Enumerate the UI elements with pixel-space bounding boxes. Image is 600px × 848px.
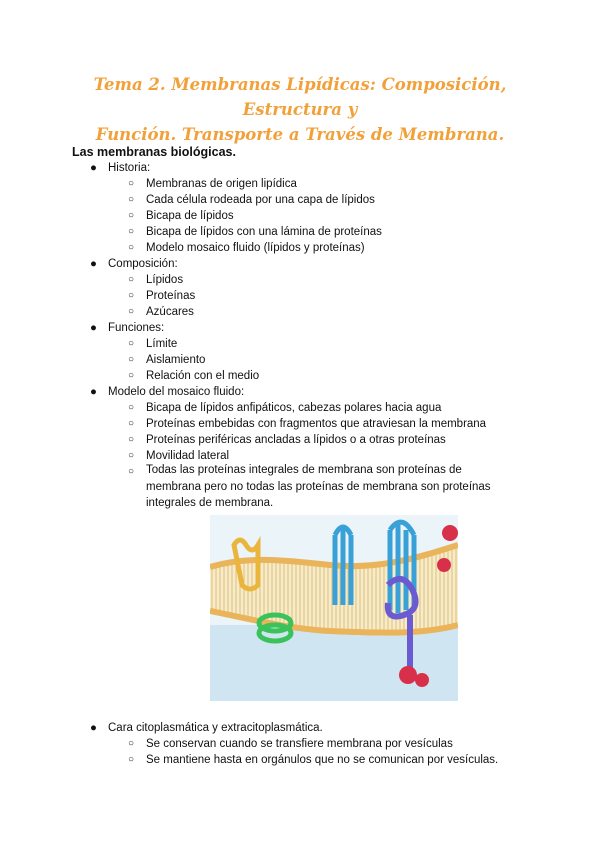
list-item: Bicapa de lípidos (146, 210, 234, 222)
list-item: Todas las proteínas integrales de membrana son proteínas de membrana pero no todas las proteínas de membrana son proteínas integrales de membrana. (146, 464, 491, 509)
list-item-composicion: Composición: (108, 258, 178, 270)
list-item: Se conservan cuando se transfiere membrana por vesículas (146, 738, 453, 750)
list-item: Movilidad lateral (146, 450, 230, 462)
document-title (60, 72, 540, 147)
bullet-level2: ○ (128, 738, 135, 749)
bullet-level2: ○ (128, 370, 135, 381)
bullet-level2: ○ (128, 274, 135, 285)
list-item: Bicapa de lípidos con una lámina de proteínas (146, 226, 382, 238)
list-item-cara: Cara citoplasmática y extracitoplasmática. (108, 722, 323, 734)
list-item: Límite (146, 338, 178, 350)
list-item: Membranas de origen lipídica (146, 178, 297, 190)
list-item: Proteínas (146, 290, 196, 302)
bullet-level1: ● (90, 258, 97, 270)
membrane-diagram (210, 515, 458, 701)
title-line-2: Función. Transporte a Través de Membrana. (95, 125, 505, 144)
bullet-level2: ○ (128, 226, 135, 237)
section-heading: Las membranas biológicas. (72, 145, 236, 159)
list-item: Aislamiento (146, 354, 206, 366)
bullet-level2: ○ (128, 450, 135, 461)
list-item: Lípidos (146, 274, 184, 286)
fluid-mosaic-illustration (210, 515, 458, 701)
bullet-level2: ○ (128, 418, 135, 429)
bullet-level2: ○ (128, 338, 135, 349)
list-item: Bicapa de lípidos anfipáticos, cabezas polares hacia agua (146, 402, 442, 414)
list-item: Azúcares (146, 306, 194, 318)
title-line-1: Tema 2. Membranas Lipídicas: Composición, Estructura y (93, 75, 507, 119)
bullet-level2: ○ (128, 754, 135, 765)
bullet-level2: ○ (128, 466, 135, 477)
bullet-level2: ○ (128, 242, 135, 253)
list-item: Relación con el medio (146, 370, 260, 382)
bullet-level1: ● (90, 386, 97, 398)
list-item-historia: Historia: (108, 162, 151, 174)
bullet-level2: ○ (128, 354, 135, 365)
list-item: Modelo mosaico fluido (lípidos y proteínas) (146, 242, 365, 254)
list-item-funciones: Funciones: (108, 322, 165, 334)
bullet-level1: ● (90, 722, 97, 734)
bullet-level2: ○ (128, 402, 135, 413)
list-item: Se mantiene hasta en orgánulos que no se comunican por vesículas. (146, 754, 499, 766)
bullet-level2: ○ (128, 434, 135, 445)
bullet-level2: ○ (128, 290, 135, 301)
bullet-level2: ○ (128, 306, 135, 317)
bullet-level2: ○ (128, 210, 135, 221)
list-item: Cada célula rodeada por una capa de lípidos (146, 194, 375, 206)
list-item-modelo: Modelo del mosaico fluido: (108, 386, 245, 398)
bullet-level1: ● (90, 322, 97, 334)
bullet-level2: ○ (128, 194, 135, 205)
list-item: Proteínas embebidas con fragmentos que atraviesan la membrana (146, 418, 487, 430)
bullet-level1: ● (90, 162, 97, 174)
list-item: Proteínas periféricas ancladas a lípidos o a otras proteínas (146, 434, 446, 446)
bullet-level2: ○ (128, 178, 135, 189)
